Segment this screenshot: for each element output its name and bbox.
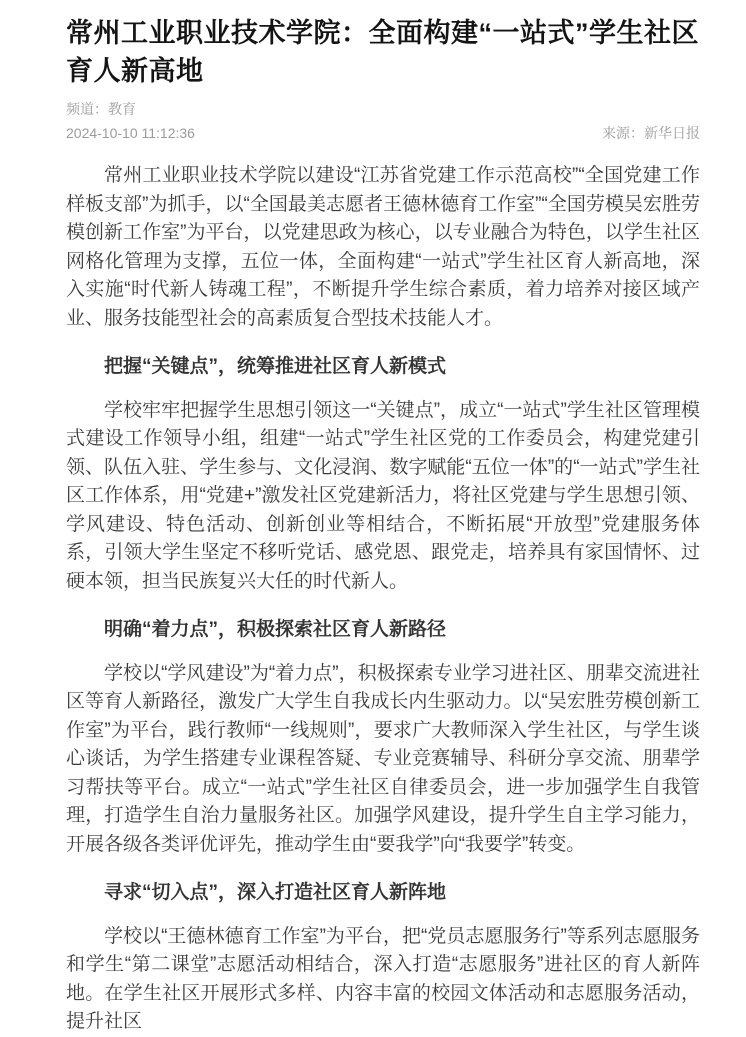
channel-label: 频道：: [66, 101, 108, 117]
publish-datetime: 2024-10-10 11:12:36: [66, 125, 195, 141]
meta-channel: [66, 99, 700, 119]
section-heading: 把握“关键点”，统筹推进社区育人新模式: [104, 356, 447, 377]
article-title: 常州工业职业技术学院：全面构建“一站式”学生社区育人新高地: [66, 18, 699, 86]
section-heading: 寻求“切入点”，深入打造社区育人新阵地: [104, 882, 447, 903]
article-paragraph: 常州工业职业技术学院以建设“江苏省党建工作示范高校”“全国党建工作样板支部”为抓手，以“全国最美志愿者王德林德育工作室”“全国劳模吴宏胜劳模创新工作室”为平台，以党建思政为核心，以专业融合为特色，以学生社区网格化管理为支撑，五位一体，全面构建“一站式”学生社区育人新高地，深入实施“时代新人铸魂工程”，不断提升学生综合素质，着力培养对接区域产业、服务技能型社会的高素质复合型技术技能人才。: [66, 165, 700, 329]
source-label: 来源：: [602, 125, 644, 141]
section-heading: 明确“着力点”，积极探索社区育人新路径: [104, 619, 447, 640]
article-paragraph: 学校牢牢把握学生思想引领这一“关键点”，成立“一站式”学生社区管理模式建设工作领导小组，组建“一站式”学生社区党的工作委员会，构建党建引领、队伍入驻、学生参与、文化浸润、数字赋能“五位一体”的“一站式”学生社区工作体系，用“党建+”激发社区党建新活力，将社区党建与学生思想引领、学风建设、特色活动、创新创业等相结合，不断拓展“开放型”党建服务体系，引领大学生坚定不移听党话、感党恩、跟党走，培养具有家国情怀、过硬本领，担当民族复兴大任的时代新人。: [66, 399, 700, 592]
article-paragraph: 学校以“学风建设”为“着力点”，积极探索专业学习进社区、朋辈交流进社区等育人新路径，激发广大学生自我成长内生驱动力。以“吴宏胜劳模创新工作室”为平台，践行教师“一线规则”，要求广大教师深入学生社区，与学生谈心谈话，为学生搭建专业课程答疑、专业竞赛辅导、科研分享交流、朋辈学习帮扶等平台。成立“一站式”学生社区自律委员会，进一步加强学生自我管理，打造学生自治力量服务社区。加强学风建设，提升学生自主学习能力，开展各级各类评优评先，推动学生由“要我学”向“我要学”转变。: [66, 662, 700, 855]
article-body: [66, 162, 700, 1037]
meta-row: [66, 123, 700, 143]
article-source: [602, 123, 700, 143]
source-value: 新华日报: [644, 125, 700, 141]
article-paragraph: 学校以“王德林德育工作室”为平台，把“党员志愿服务行”等系列志愿服务和学生“第二课堂”志愿活动相结合，深入打造“志愿服务”进社区的育人新阵地。在学生社区开展形式多样、内容丰富的校园文体活动和志愿服务活动，提升社区: [66, 925, 700, 1032]
channel-value: 教育: [108, 101, 136, 117]
